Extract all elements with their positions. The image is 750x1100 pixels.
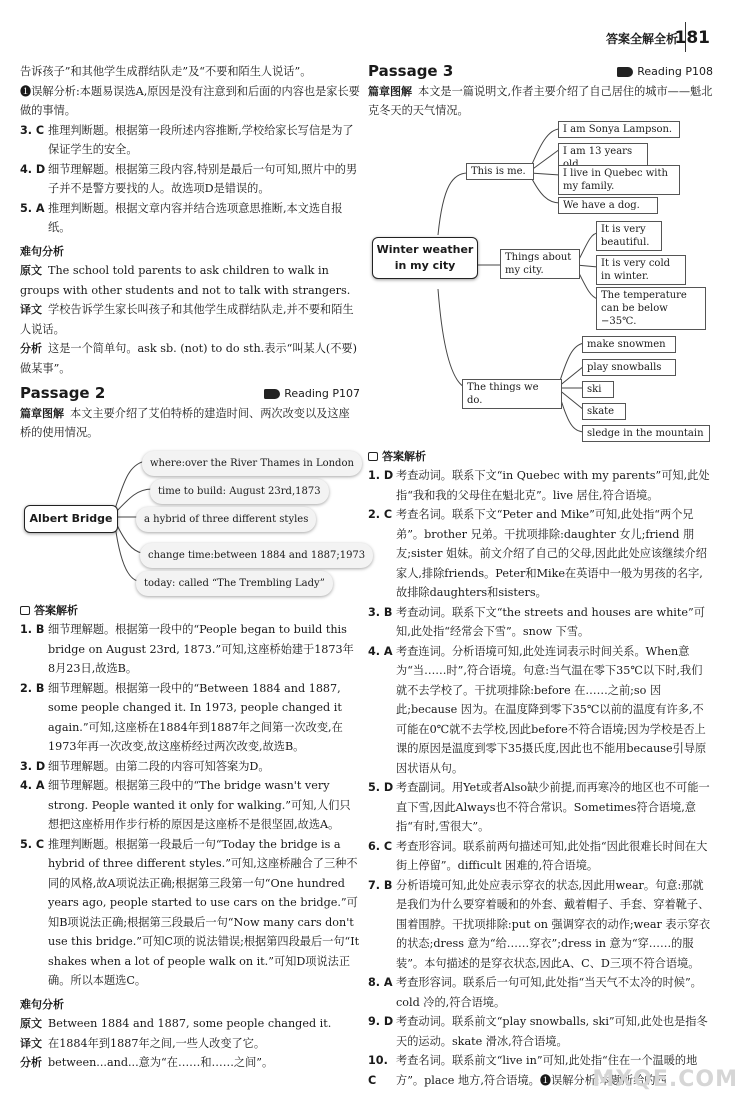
answer-item: 8. A 考查形容词。联系后一句可知,此处指“当天气不太冷的时候”。cold 冷的,符合语境。	[368, 976, 702, 1009]
mind-map-branch: time to build: August 23rd,1873	[150, 479, 329, 505]
reading-ref: Reading P107	[264, 384, 360, 404]
analysis: 分析 这是一个简单句。ask sb. (not) to do sth.表示“叫某人(不要)做某事”。	[20, 342, 357, 375]
passage-title: Passage 2	[20, 384, 106, 402]
translation: 译文 在1884年到1887年之间,一些人改变了它。	[20, 1036, 266, 1050]
answer-item: 2. C 考查名词。联系下文“Peter and Mike”可知,此处指“两个兄弟”。brother 兄弟。干扰项排除:daughter 女儿;friend 朋友;sister 姐妹。前文介绍了自己的父母,因此此处应该继续介绍家人,排除friends。Peter和Mike在英语中一般为男孩的名字,故排除daughters和sisters。	[368, 508, 707, 599]
mind-map-node: Things about my city.	[500, 249, 580, 279]
mind-map-leaf: play snowballs	[582, 359, 676, 376]
mind-map-leaf: We have a dog.	[558, 197, 658, 214]
mind-map-leaf: The temperature can be below −35℃.	[596, 287, 706, 330]
answer-item: 3. C 推理判断题。根据第一段所述内容推断,学校给家长写信是为了保证学生的安全。	[20, 123, 354, 156]
passage-2-header	[20, 384, 360, 404]
lock-icon	[368, 452, 378, 461]
mind-map-branch: a hybrid of three different styles	[136, 507, 316, 533]
answer-item: 10. C 考查名词。联系前文“live in”可知,此处指“住在一个温暖的地方”。place 地方,符合语境。❶误解分析:本题所给的四	[368, 1054, 698, 1087]
mind-map-hub: Winter weather in my city	[372, 237, 478, 279]
mind-map-leaf: I live in Quebec with my family.	[558, 165, 680, 195]
answer-item: 4. A 考查连词。分析语境可知,此处连词表示时间关系。When意为“当……时”,符合语境。句意:当气温在零下35℃以下时,我们就不去学校了。干扰项排除:before 在……之前;so 因此;because 因为。在温度降到零下35℃以前的温度有许多,不可能在0℃就不去学校,因此before不符合语境;因为学校是否上课的原因是温度到零下35摄氏度,因此也不能用because引导原因状语从句。	[368, 644, 707, 775]
answers-heading: 答案解析	[20, 601, 360, 621]
mind-map-leaf: ski	[582, 381, 614, 398]
mind-map-branch: where:over the River Thames in London	[142, 451, 362, 477]
answer-item: 1. D 考查动词。联系下文“in Quebec with my parents”可知,此处指“我和我的父母住在魁北克”。live 居住,符合语境。	[368, 469, 710, 502]
original-sentence: 原文 Between 1884 and 1887, some people changed it.	[20, 1017, 332, 1030]
lock-icon	[20, 606, 30, 615]
mind-map-leaf: skate	[582, 403, 626, 420]
answer-item: 3. B 考查动词。联系下文“the streets and houses are white”可知,此处指“经常会下雪”。snow 下雪。	[368, 605, 705, 638]
answer-item: 5. D 考查副词。用Yet或者Also缺少前提,而再寒冷的地区也不可能一直下雪,因此Always也不符合常识。Sometimes符合语境,意指“有时,雪很大”。	[368, 781, 710, 833]
mind-map-branch: change time:between 1884 and 1887;1973	[140, 543, 373, 569]
mind-map-branch: today: called “The Trembling Lady”	[136, 571, 333, 597]
right-column	[368, 62, 713, 1090]
answer-item: 3. D 细节理解题。由第二段的内容可知答案为D。	[20, 759, 270, 773]
pointing-hand-icon	[617, 67, 633, 77]
answer-item: 9. D 考查动词。联系前文“play snowballs, ski”可知,此处也是指冬天的运动。skate 滑冰,符合语境。	[368, 1015, 708, 1048]
continued-text: 告诉孩子”和其他学生成群结队走”及“不要和陌生人说话”。	[20, 65, 312, 78]
mind-map-leaf: It is very beautiful.	[596, 221, 662, 251]
mind-map-node: This is me.	[466, 163, 534, 180]
original-sentence: 原文 The school told parents to ask children to walk in groups with other students and not to talk with strangers.	[20, 264, 351, 297]
pointing-hand-icon	[264, 389, 280, 399]
answer-item: 5. A 推理判断题。根据文章内容并结合选项意思推断,本文选自报纸。	[20, 201, 343, 234]
mind-map-winter-weather	[368, 125, 713, 443]
difficult-sentence-heading: 难句分析	[20, 244, 64, 258]
mind-map-albert-bridge	[20, 447, 366, 597]
mind-map-hub: Albert Bridge	[24, 505, 118, 533]
mind-map-leaf: make snowmen	[582, 336, 676, 353]
answers-heading: 答案解析	[368, 447, 713, 467]
passage-summary: 篇章图解 本文是一篇说明文,作者主要介绍了自己居住的城市——魁北克冬天的天气情况。	[368, 84, 713, 117]
analysis: 分析 between...and...意为“在……和……之间”。	[20, 1056, 274, 1069]
mind-map-leaf: I am 13 years	[558, 143, 648, 173]
left-column	[20, 62, 366, 1073]
mind-map-leaf: sledge in the mountain	[582, 425, 710, 442]
error-analysis-note: ❶误解分析:本题易误选A,原因是没有注意到和后面的内容也是家长要做的事情。	[20, 84, 360, 117]
page-number: 181	[674, 28, 710, 48]
mind-map-leaf: It is very cold in winter.	[596, 255, 686, 285]
running-header: 答案全解全析	[605, 32, 678, 46]
answer-item: 4. A 细节理解题。根据第三段中的“The bridge wasn't very strong. People wanted it only for walking.”可知,人们只想把这座桥用作步行桥的原因是这座桥不是很坚固,故选A。	[20, 779, 351, 831]
answer-item: 1. B 细节理解题。根据第一段中的“People began to build this bridge on August 23rd, 1873.”可知,这座桥始建于1873年8月23日,故选B。	[20, 623, 354, 675]
watermark: MXQE.COM	[592, 1067, 738, 1092]
passage-3-header	[368, 62, 713, 82]
answer-item: 2. B 细节理解题。根据第一段中的“Between 1884 and 1887, some people changed it. In 1973, people changed it again.”可知,这座桥在1884年到1887年之间第一次改变,在1973年再一次改变,故这座桥经过两次改变,故选B。	[20, 681, 343, 753]
answer-item: 7. B 分析语境可知,此处应表示穿衣的状态,因此用wear。句意:那就是我们为什么要穿着暖和的外套、戴着帽子、手套、穿着靴子、围着围脖。干扰项排除:put on 强调穿衣的动作;wear 表示穿衣的状态;dress 意为“给……穿衣”;dress in 意为“穿……的服装”。本句描述的是穿衣状态,因此A、C、D三项不符合语境。	[368, 878, 711, 970]
mind-map-node: The things we do.	[462, 379, 562, 409]
difficult-sentence-heading: 难句分析	[20, 997, 64, 1011]
passage-title: Passage 3	[368, 62, 454, 80]
answer-item: 6. C 考查形容词。联系前两句描述可知,此处指“因此很难长时间在大街上停留”。difficult 困难的,符合语境。	[368, 839, 708, 872]
answer-item: 5. C 推理判断题。根据第一段最后一句“Today the bridge is a hybrid of three different styles.”可知,这座桥融合了三种不同的风格,故A项说法正确;根据第三段第一句“One hundred years ago, people started to use cars on the bridge.”可知B项说法正确;根据第三段最后一句“Now many cars don't use this bridge.”可知C项的说法错误;根据第四段最后一句“It shakes when a lot of people walk on it.”可知D项说法正确。所以本题选C。	[20, 837, 360, 987]
answer-item: 4. D 细节理解题。根据第三段内容,特别是最后一句可知,照片中的男子并不是警方要找的人。故选项D是错误的。	[20, 162, 358, 195]
passage-summary: 篇章图解 本文主要介绍了艾伯特桥的建造时间、两次改变以及这座桥的使用情况。	[20, 406, 350, 439]
translation: 译文 学校告诉学生家长叫孩子和其他学生成群结队走,并不要和陌生人说话。	[20, 303, 354, 336]
mind-map-leaf: I am Sonya Lampson.	[558, 121, 680, 138]
reading-ref: Reading P108	[617, 62, 713, 82]
